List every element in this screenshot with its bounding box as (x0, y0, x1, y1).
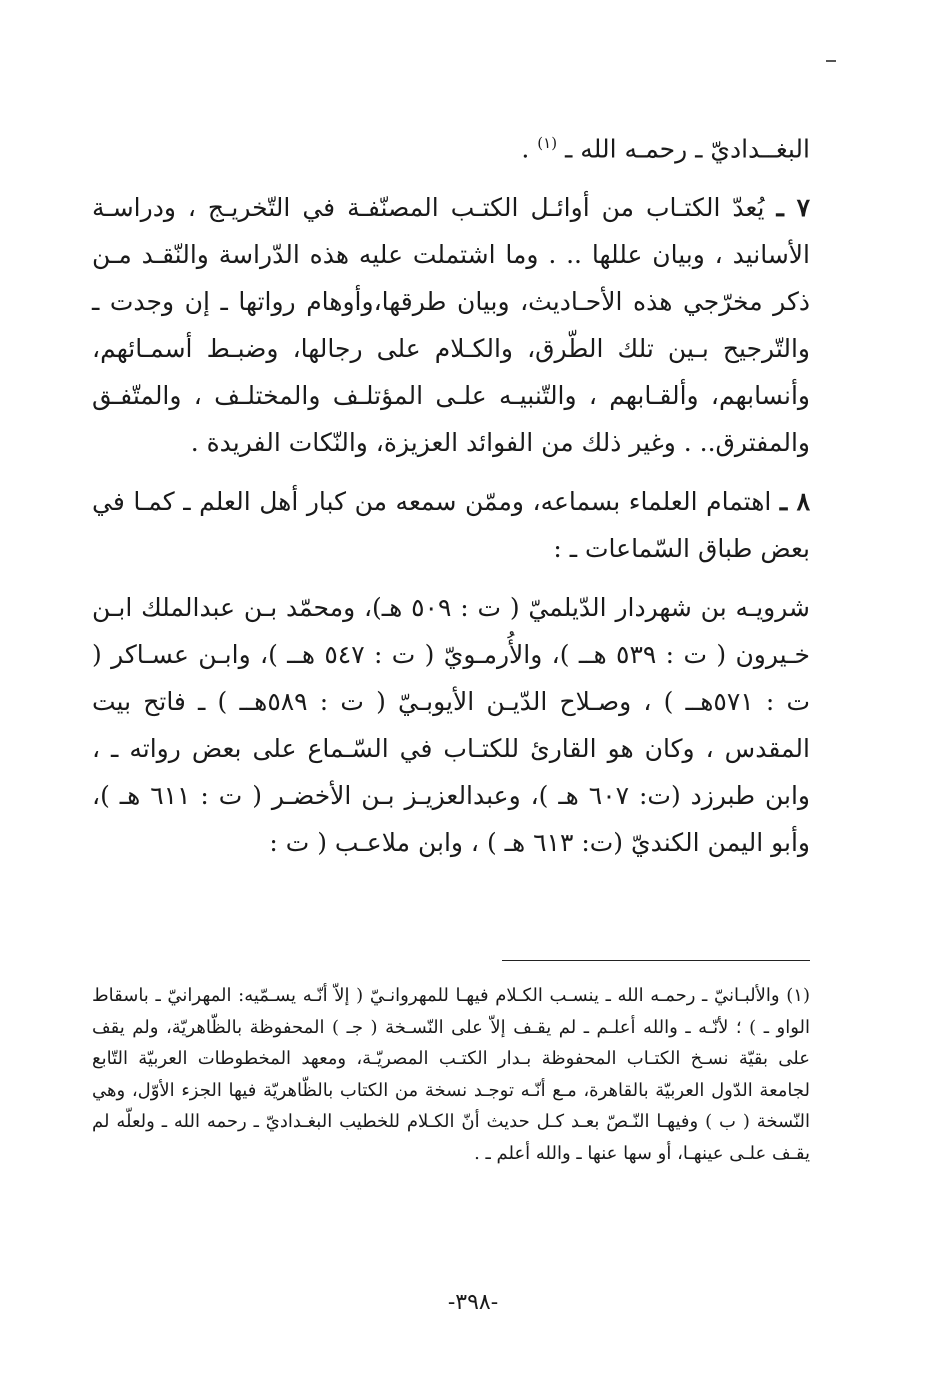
point-7-text: يُعدّ الكتـاب من أوائـل الكتـب المصنّفـة في التّخريـج ، ودراسـة الأسانيد ، وبيان عللها .. . وما اشتملت عليه هذه الدّراسة والنّقـد مـن ذكر مخرّجي هذه الأحـاديث، وبيان طرقها،وأوهام رواتها ـ إن وجدت ـ والتّرجيح بـين تلك الطّرق، والكـلام على رجالها، وضبـط أسمـائهم، وأنسابهم، وألقـابهم ، والتّنبيـه علـى المؤتلـف والمختلـف ، والمتّفـق والمفترق.. . وغير ذلك من الفوائد العزيزة، والنّكات الفريدة . (92, 193, 810, 458)
intro-line: البغــداديّ ـ رحمـه الله ـ (565, 134, 810, 164)
point-8-paragraph (92, 478, 810, 572)
listeners-paragraph: شرويـه بن شهردار الدّيلميّ ( ت : ٥٠٩ هـ)، ومحمّد بـن عبدالملك ابـن خـيرون ( ت : ٥٣٩ هــ )، والأُرمـويّ ( ت : ٥٤٧ هــ )، وابـن عسـاكر ( ت : ٥٧١هــ ) ، وصـلاح الدّيـن الأيوبـيّ ( ت : ٥٨٩هــ ) ـ فاتح بيت المقدس ، وكان هو القارئ للكتـاب في السّـماع على بعض رواته ـ ، وابن طبرزد (ت: ٦٠٧ هـ )، وعبدالعزيـز بـن الأخضـر ( ت : ٦١١ هـ )، وأبو اليمن الكنديّ (ت: ٦١٣ هـ ) ، وابن ملاعـب ( ت : (92, 593, 810, 858)
scan-mark (826, 60, 836, 62)
main-text (92, 120, 810, 866)
point-7-paragraph (92, 184, 810, 466)
footnote-separator (502, 960, 810, 961)
point-7-number: ٧ ـ (776, 193, 810, 223)
point-8-number: ٨ ـ (779, 487, 810, 517)
intro-end: . (521, 134, 530, 164)
intro-paragraph (92, 120, 810, 172)
point-8-text: اهتمام العلماء بسماعه، وممّن سمعه من كبار أهل العلم ـ كمـا في بعض طباق السّماعات ـ : (92, 487, 810, 564)
footnote: (١) والألبـانيّ ـ رحمـه الله ـ ينسـب الكـلام فيهـا للمهروانـيّ ( إلاّ أنّـه يسـمّيه: المهرانيّ ـ باسقاط الواو ـ ) ؛ لأنّـه ـ والله أعلـم ـ لم يقـف إلاّ على النّسـخة ( جـ ) المحفوظة بالظّاهريّة، ولم يقف على بقيّة نسـخ الكتـاب المحفوظة بـدار الكتـب المصريّـة، ومعهد المخطوطات العربيّة التّابع لجامعة الدّول العربيّة بالقاهرة، مـع أنّـه توجـد نسخة من الكتاب بالظّاهريّة فيها الجزء الأوّل، وهي النّسخة ( ب ) وفيهـا النّـصّ بعـد كـل حديث أنّ الكـلام للخطيب البغـداديّ ـ رحمه الله ـ ولعلّه لم يقـف علـى عينهـا، أو سها عنها ـ والله أعلم ـ . (92, 985, 810, 1164)
footnote-ref: (١) (537, 134, 558, 152)
page-number: -٣٩٨- (447, 1290, 499, 1315)
